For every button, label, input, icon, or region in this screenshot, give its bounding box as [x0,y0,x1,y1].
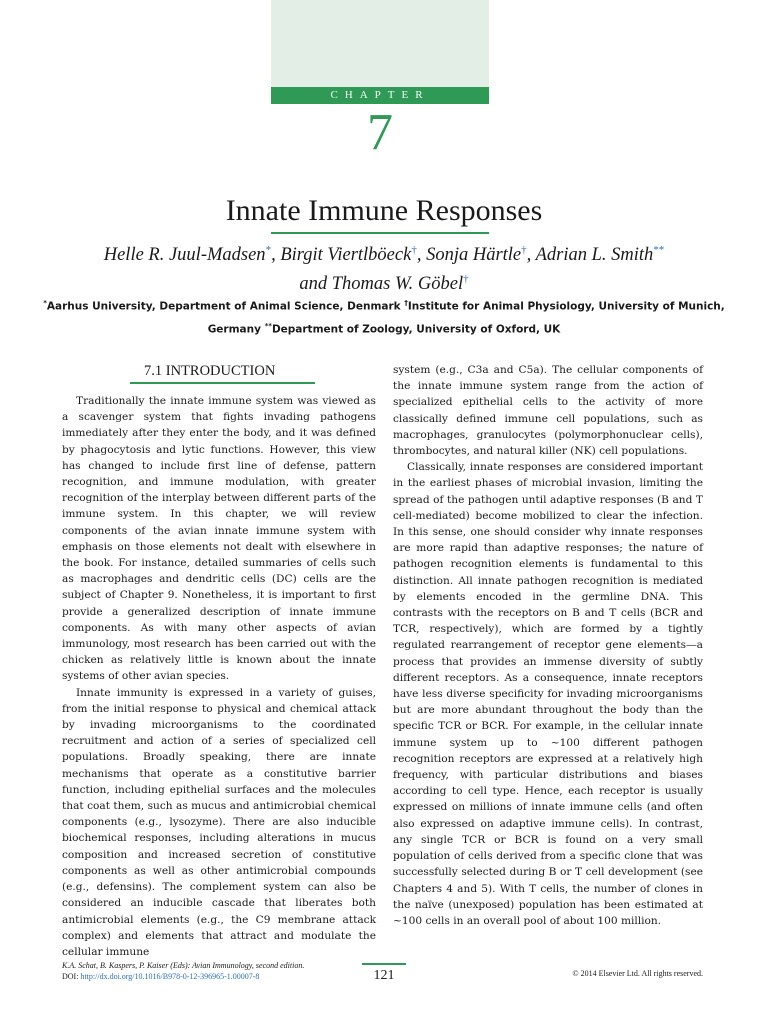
affil-mark: * [43,299,47,307]
affil-text: Department of Zoology, University of Oxford, UK [271,323,561,335]
author-mark: † [521,244,527,256]
author-name: Helle R. Juul-Madsen [103,245,266,266]
section-heading: 7.1 INTRODUCTION [130,360,315,384]
author-name: Adrian L. Smith [535,245,654,266]
affil-text: Aarhus University, Department of Animal Science, Denmark [46,300,405,313]
copyright-notice: © 2014 Elsevier Ltd. All rights reserved. [572,969,703,978]
author-conjunction: and [299,274,328,295]
chapter-title: Innate Immune Responses [225,194,543,227]
citation-text: K.A. Schat, B. Kaspers, P. Kaiser (Eds): Avian Immunology, second edition. [62,961,305,970]
author-name: Thomas W. Göbel [331,274,464,295]
affil-mark: † [404,299,408,307]
body-paragraph: Traditionally the innate immune system was viewed as a scavenger system that fights invading pathogens immediately after they enter the body, and it was defined by phagocytosis and lytic functions. However, this view has changed to include first line of defense, pattern recognition, and immune modulation, with greater recognition of the interplay between different parts of the immune system. In this chapter, we will review components of the avian innate immune system with emphasis on those elements not dealt with elsewhere in the book. For instance, detailed summaries of cells such as macrophages and dendritic cells (DC) cells are the subject of Chapter 9. Nonetheless, it is important to first provide a generalized description of innate immune components. As with many other aspects of avian immunology, most research has been carried out with the chicken as relatively little is known about the innate systems of other avian species. [62,395,376,683]
doi-label: DOI: [62,972,81,981]
chapter-box [271,0,489,87]
footer-citation [62,960,322,982]
affil-text: Institute for Animal Physiology, University of Munich, [407,300,725,313]
page-number: 121 [362,963,406,985]
author-mark: † [463,273,469,286]
author-mark: † [411,244,417,256]
author-name: Sonja Härtle [426,245,522,266]
chapter-label: CHAPTER [271,87,489,104]
doi-link[interactable]: http://dx.doi.org/10.1016/B978-0-12-396965-1.00007-8 [80,972,260,981]
author-name: Birgit Viertlböeck [280,245,412,266]
affiliations [40,294,728,339]
body-paragraph: system (e.g., C3a and C5a). The cellular components of the innate immune system range from the action of specialized epithelial cells to the activity of more classically defined immune cell populations, such as macrophages, granulocytes (polymorphonuclear cells), thrombocytes, and natural killer (NK) cell populations. [393,364,703,458]
author-list: Helle R. Juul-Madsen*, Birgit Viertlböeck†, Sonja Härtle†, Adrian L. Smith** and Thomas W. Göbel† [103,244,665,295]
body-paragraph: Innate immunity is expressed in a variety of guises, from the initial response to physical and chemical attack by invading microorganisms to the coordinated recruitment and action of a series of specialized cell populations. Broadly speaking, there are innate mechanisms that operate as a constitutive barrier function, including epithelial surfaces and the molecules that coat them, such as mucus and antimicrobial chemical components (e.g., lysozyme). There are also inducible biochemical responses, including alterations in mucus composition and increased secretion of constitutive components as well as other antimicrobial compounds (e.g., defensins). The complement system can also be considered an inducible cascade that liberates both antimicrobial elements (e.g., the C9 membrane attack complex) and elements that attract and modulate the cellular immune [62,686,376,958]
chapter-number: 7 [367,104,393,161]
body-paragraph: Classically, innate responses are considered important in the earliest phases of microbial invasion, limiting the spread of the pathogen until adaptive responses (B and T cell-mediated) become mobilized to clear the infection. In this sense, one should consider why innate responses are more rapid than adaptive responses; the nature of pathogen recognition elements is fundamental to this distinction. All innate pathogen recognition is mediated by elements encoded in the germline DNA. This contrasts with the receptors on B and T cells (BCR and TCR, respectively), which are formed by a tightly regulated rearrangement of receptor gene elements—a process that provides an immense diversity of subtly different receptors. As a consequence, innate receptors have less diverse specificity for invading microorganisms but are more abundant throughout the body than the specific TCR or BCR. For example, in the cellular innate immune system up to ~100 different pathogen recognition receptors are expressed at a relatively high frequency, with particular distributions and biases according to cell type. Hence, each receptor is usually expressed on millions of innate immune cells (and often also expressed on adaptive immune cells). In contrast, any single TCR or BCR is found on a very small population of cells derived from a specific clone that was successfully selected during B or T cell development (see Chapters 4 and 5). With T cells, the number of clones in the naïve (unexposed) population has been estimated at ~100 cells in an overall pool of about 100 million. [393,461,703,927]
title-rule [271,232,489,234]
affil-text: Germany [207,323,265,335]
author-mark: ** [653,244,665,256]
body-column-right [393,362,703,929]
body-column-left [62,393,376,960]
author-mark: * [265,244,272,256]
affil-mark: ** [264,321,272,330]
